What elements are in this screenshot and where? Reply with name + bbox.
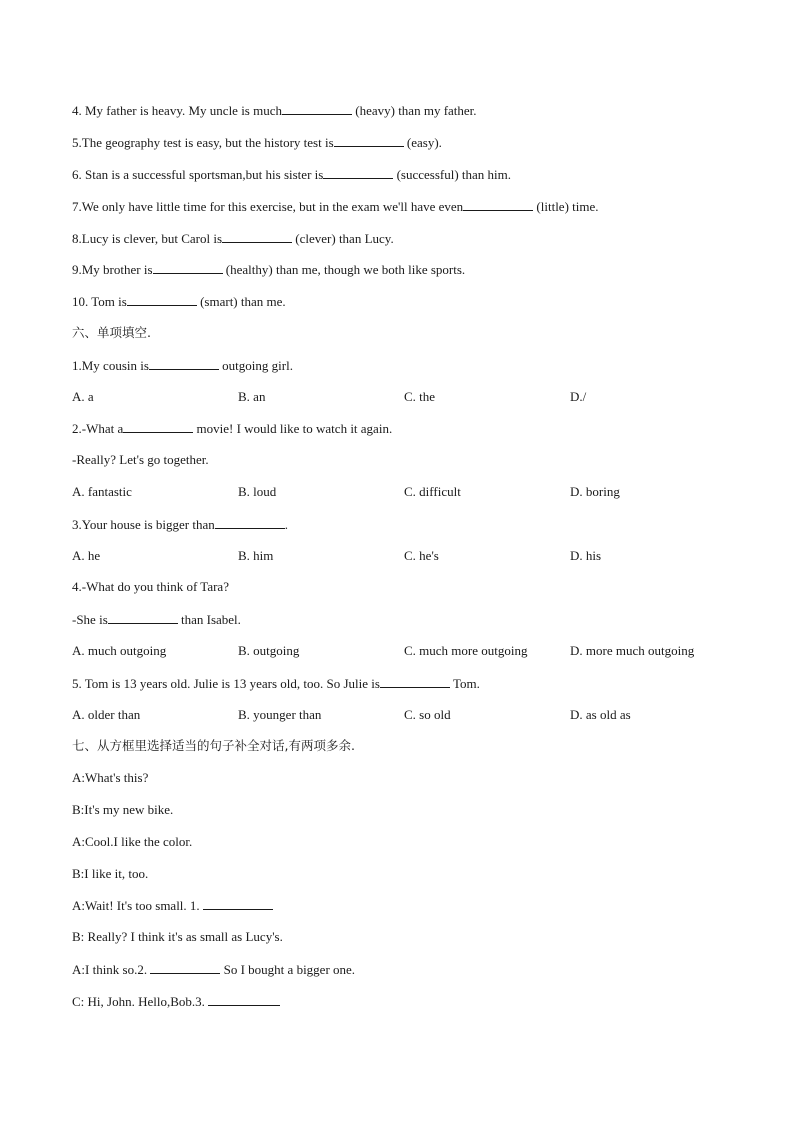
answer-blank[interactable] <box>380 675 450 688</box>
option-a[interactable]: A. a <box>72 389 94 404</box>
answer-blank[interactable] <box>208 993 280 1006</box>
option-d[interactable]: D. more much outgoing <box>570 643 695 658</box>
question-text: Tom. <box>449 676 480 691</box>
option-d[interactable]: D./ <box>570 389 587 404</box>
dialogue-line: B:I like it, too. <box>72 866 149 881</box>
option-a[interactable]: A. he <box>72 548 101 563</box>
question-text: outgoing girl. <box>218 358 293 373</box>
question-text: movie! I would like to watch it again. <box>193 421 393 436</box>
question-text: 3.Your house is bigger than <box>72 517 215 532</box>
option-a[interactable]: A. fantastic <box>72 484 132 499</box>
answer-blank[interactable] <box>323 166 393 179</box>
question-text: than Isabel. <box>177 612 241 627</box>
answer-blank[interactable] <box>149 357 219 370</box>
question-6-2 <box>72 420 392 437</box>
dialogue-text: C: Hi, John. Hello,Bob.3. <box>72 994 209 1009</box>
question-5-6 <box>72 166 511 183</box>
option-b[interactable]: B. him <box>238 548 274 563</box>
option-d[interactable]: D. boring <box>570 484 620 499</box>
dialogue-text: So I bought a bigger one. <box>220 962 356 977</box>
dialogue-line-blank-3 <box>72 993 280 1010</box>
dialogue-line-blank-2 <box>72 961 355 978</box>
question-5-5 <box>72 134 442 151</box>
question-5-10 <box>72 293 286 310</box>
option-b[interactable]: B. outgoing <box>238 643 300 658</box>
answer-blank[interactable] <box>127 293 197 306</box>
option-b[interactable]: B. loud <box>238 484 277 499</box>
question-5-9 <box>72 261 465 278</box>
option-c[interactable]: C. so old <box>404 707 451 722</box>
answer-blank[interactable] <box>123 420 193 433</box>
section-heading-6: 六、单项填空. <box>72 325 151 340</box>
question-text: (little) time. <box>533 199 599 214</box>
answer-blank[interactable] <box>108 611 178 624</box>
question-text: (successful) than him. <box>393 167 512 182</box>
dialogue-line: B:It's my new bike. <box>72 802 174 817</box>
dialogue-line-blank-1 <box>72 897 273 914</box>
option-a[interactable]: A. much outgoing <box>72 643 167 658</box>
question-text: (smart) than me. <box>196 294 286 309</box>
dialogue-line: B: Really? I think it's as small as Lucy's. <box>72 929 283 944</box>
question-text: 2.-What a <box>72 421 124 436</box>
section-heading-7: 七、从方框里选择适当的句子补全对话,有两项多余. <box>72 738 355 753</box>
option-d[interactable]: D. as old as <box>570 707 631 722</box>
dialogue-text: A:I think so.2. <box>72 962 151 977</box>
question-6-1 <box>72 357 293 374</box>
question-text: (easy). <box>403 135 442 150</box>
question-6-5 <box>72 675 480 692</box>
answer-blank[interactable] <box>153 261 223 274</box>
option-c[interactable]: C. difficult <box>404 484 461 499</box>
question-text: 10. Tom is <box>72 294 127 309</box>
answer-blank[interactable] <box>463 198 533 211</box>
question-text: (heavy) than my father. <box>352 103 477 118</box>
answer-blank[interactable] <box>334 134 404 147</box>
option-a[interactable]: A. older than <box>72 707 141 722</box>
dialogue-text: A:Wait! It's too small. 1. <box>72 898 203 913</box>
question-text: (clever) than Lucy. <box>292 231 394 246</box>
question-6-2-reply: -Really? Let's go together. <box>72 452 209 467</box>
question-6-4: 4.-What do you think of Tara? <box>72 579 229 594</box>
question-text: 8.Lucy is clever, but Carol is <box>72 231 223 246</box>
option-c[interactable]: C. much more outgoing <box>404 643 528 658</box>
question-text: 5.The geography test is easy, but the history test is <box>72 135 334 150</box>
answer-blank[interactable] <box>203 897 273 910</box>
question-6-4-response <box>72 611 241 628</box>
dialogue-line: A:Cool.I like the color. <box>72 834 193 849</box>
option-b[interactable]: B. younger than <box>238 707 322 722</box>
question-text: -She is <box>72 612 108 627</box>
question-6-3 <box>72 516 288 533</box>
question-text: 7.We only have little time for this exercise, but in the exam we'll have even <box>72 199 464 214</box>
option-d[interactable]: D. his <box>570 548 602 563</box>
question-5-8 <box>72 230 394 247</box>
question-text: 5. Tom is 13 years old. Julie is 13 years old, too. So Julie is <box>72 676 380 691</box>
question-5-4 <box>72 102 477 119</box>
question-text: 1.My cousin is <box>72 358 149 373</box>
option-c[interactable]: C. the <box>404 389 436 404</box>
answer-blank[interactable] <box>222 230 292 243</box>
option-c[interactable]: C. he's <box>404 548 439 563</box>
dialogue-line: A:What's this? <box>72 770 149 785</box>
question-text: . <box>284 517 289 532</box>
question-text: 4. My father is heavy. My uncle is much <box>72 103 282 118</box>
answer-blank[interactable] <box>150 961 220 974</box>
option-b[interactable]: B. an <box>238 389 266 404</box>
question-text: (healthy) than me, though we both like sports. <box>222 262 466 277</box>
answer-blank[interactable] <box>215 516 285 529</box>
question-text: 6. Stan is a successful sportsman,but his sister is <box>72 167 324 182</box>
answer-blank[interactable] <box>282 102 352 115</box>
question-text: 9.My brother is <box>72 262 153 277</box>
question-5-7 <box>72 198 599 215</box>
